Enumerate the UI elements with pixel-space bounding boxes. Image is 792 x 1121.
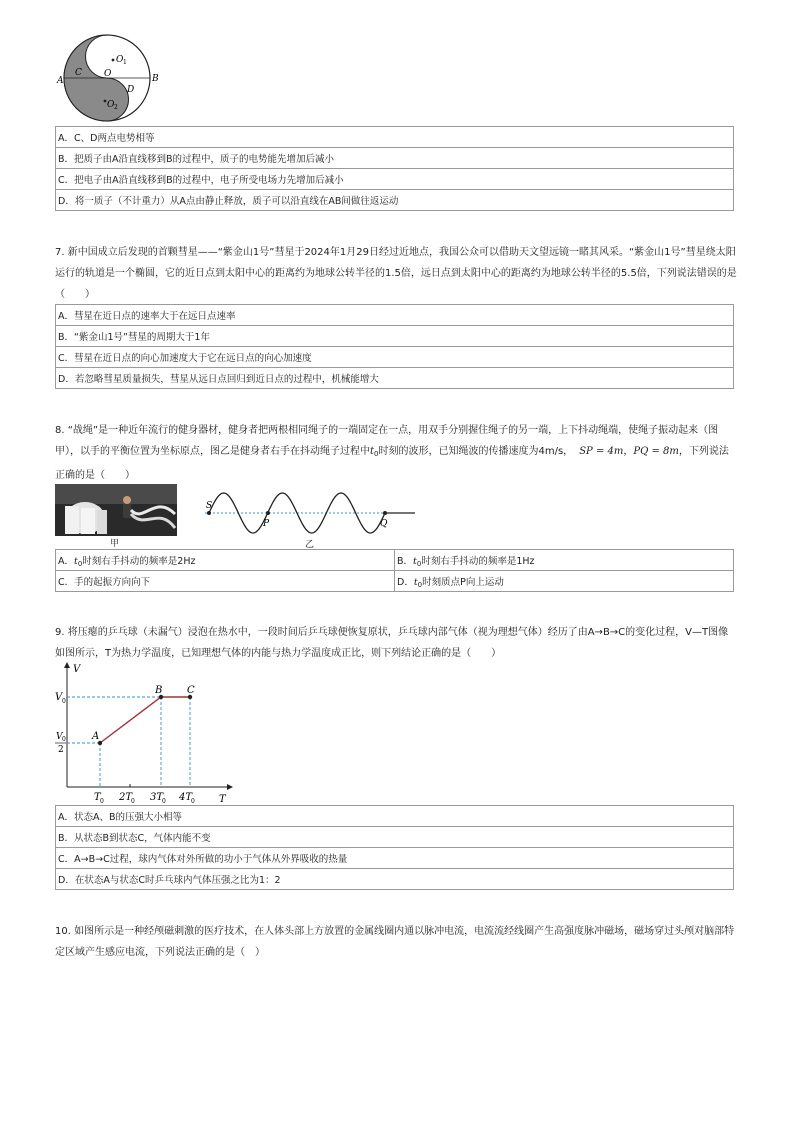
q8-t0-sub: 0 — [374, 450, 379, 458]
q10-stem: 10. 如图所示是一种经颅磁刺激的医疗技术，在人体头部上方放置的金属线圈内通以脉冲电流，电流流经线圈产生高强度脉冲磁场，磁场穿过头颅对脑部特定区域产生感应电流，下列说法正确的是（ ） — [55, 926, 735, 958]
q8-label-Q: Q — [380, 519, 388, 529]
q9-tick-T0: T — [94, 792, 101, 803]
q9-stem: 9. 将压瘪的乒乓球（未漏气）浸泡在热水中，一段时间后乒乓球便恢复原状，乒乓球内部气体（视为理想气体）经历了由A→B→C的变化过程，V—T图像如图所示，T为热力学温度，已知理想气体的内能与热力学温度成正比，则下列结论正确的是（ ） — [55, 627, 729, 659]
q6-label-O2: O — [107, 100, 115, 110]
q7-stem: 7. 新中国成立后发现的首颗彗星——“紫金山1号”彗星于2024年1月29日经过近地点，我国公众可以借助天文望远镜一睹其风采。“紫金山1号”彗星绕太阳运行的轨道是一个椭圆，它的近日点到太阳中心的距离约为地球公转半径的1.5倍，远日点到太阳中心的距离约为地球公转半径的5.5倍，下列说法错误的是（ ） — [55, 247, 737, 300]
q8-wave-yi — [195, 486, 420, 538]
q6-option-d[interactable]: D．将一质子（不计重力）从A点由静止释放，质子可以沿直线在AB间做往返运动 — [56, 190, 734, 211]
q8-option-a[interactable]: A．$t_0$时刻右手抖动的频率是2Hz — [56, 550, 395, 571]
q9-tick-2T0: 2T — [119, 792, 133, 803]
q8-option-d[interactable]: D．$t_0$时刻质点P向上运动 — [395, 571, 734, 592]
q6-option-a[interactable]: A．C、D两点电势相等 — [56, 127, 734, 148]
q7-options — [55, 304, 734, 389]
q7-option-a[interactable]: A．彗星在近日点的速率大于在远日点速率 — [56, 305, 734, 326]
svg-text:0: 0 — [162, 798, 166, 805]
q9-axis-V: V — [73, 664, 81, 675]
q8-label-jia: 甲 — [110, 539, 120, 549]
q9-option-d[interactable]: D．在状态A与状态C时乒乓球内气体压强之比为1：2 — [56, 869, 734, 890]
q6-figure — [55, 34, 165, 126]
q9-vt-graph — [55, 660, 240, 806]
q9-tick-4T0: 4T — [179, 792, 193, 803]
q9-point-A: A — [92, 731, 100, 742]
q8-options — [55, 549, 734, 592]
q9-point-C: C — [187, 685, 195, 696]
q8-label-P: P — [263, 519, 270, 529]
q7-option-c[interactable]: C．彗星在近日点的向心加速度大于它在远日点的向心加速度 — [56, 347, 734, 368]
q8-t0: t — [370, 446, 375, 457]
q8-photo-jia — [55, 484, 177, 536]
q6-label-D: D — [127, 85, 135, 95]
q9-guides — [67, 697, 190, 787]
q6-label-A: A — [57, 76, 64, 86]
q6-option-c[interactable]: C．把电子由A沿直线移到B的过程中，电子所受电场力先增加后减小 — [56, 169, 734, 190]
q8-stem-part-a: 8. “战绳”是一种近年流行的健身器材，健身者把两根相同绳子的一端固定在一点，用双手分别握住绳子的另一端，上下抖动绳端，使绳子振动起来（图甲），以手的平衡位置为坐标原点，图乙是健身者右手在抖动绳子过程中 — [55, 425, 719, 457]
q9-ylabel-V0: V — [55, 692, 63, 703]
q9-axis-T: T — [219, 794, 226, 805]
svg-text:0: 0 — [131, 798, 135, 805]
q8-option-c[interactable]: C．手的起振方向向下 — [56, 571, 395, 592]
q8-option-b[interactable]: B．$t_0$时刻右手抖动的频率是1Hz — [395, 550, 734, 571]
q8-stem-part-c: ，下列说法正确的是（ ） — [55, 446, 729, 481]
svg-text:0: 0 — [191, 798, 195, 805]
q9-option-c[interactable]: C．A→B→C过程，球内气体对外所做的功小于气体从外界吸收的热量 — [56, 848, 734, 869]
q9-process-line — [100, 697, 190, 743]
q9-tick-3T0: 3T — [150, 792, 164, 803]
q9-ylabel-half-den: 2 — [58, 745, 64, 755]
svg-text:0: 0 — [100, 798, 104, 805]
svg-text:0: 0 — [62, 736, 66, 743]
q9-option-a[interactable]: A．状态A、B的压强大小相等 — [56, 806, 734, 827]
q6-label-O1: O — [116, 55, 124, 65]
q9-option-b[interactable]: B．从状态B到状态C，气体内能不变 — [56, 827, 734, 848]
q6-options — [55, 126, 734, 211]
q8-label-yi: 乙 — [305, 540, 315, 550]
q7-option-d[interactable]: D．若忽略彗星质量损失，彗星从远日点回归到近日点的过程中，机械能增大 — [56, 368, 734, 389]
q6-label-O1-sub: 1 — [123, 59, 127, 66]
q6-label-O2-sub: 2 — [114, 104, 118, 111]
q8-eq-sp: SP = 4m — [579, 446, 624, 457]
q9-point-B: B — [155, 685, 163, 696]
svg-text:0: 0 — [62, 698, 66, 705]
q9-options — [55, 805, 734, 890]
q8-eq-pq: PQ = 8m — [633, 446, 679, 457]
q8-label-S: S — [206, 501, 213, 511]
q8-stem-part-b: 时刻的波形，已知绳波的传播速度为4m/s， — [378, 446, 574, 457]
q9-ylabel-half-num: V — [56, 732, 63, 742]
q8-stem: 8. “战绳”是一种近年流行的健身器材，健身者把两根相同绳子的一端固定在一点，用双手分别握住绳子的另一端，上下抖动绳端，使绳子振动起来（图甲），以手的平衡位置为坐标原点，图乙是健身者右手在抖动绳子过程中$t_0$时刻的波形，已知绳波的传播速度为4m/s， SP = 4m，PQ = 8m，下列说法正确的是（ ） — [55, 425, 729, 481]
q6-label-O: O — [104, 69, 112, 79]
q6-label-B: B — [152, 74, 159, 84]
q7-option-b[interactable]: B．“紫金山1号”彗星的周期大于1年 — [56, 326, 734, 347]
q6-option-b[interactable]: B．把质子由A沿直线移到B的过程中，质子的电势能先增加后减小 — [56, 148, 734, 169]
q6-label-C: C — [75, 68, 82, 78]
